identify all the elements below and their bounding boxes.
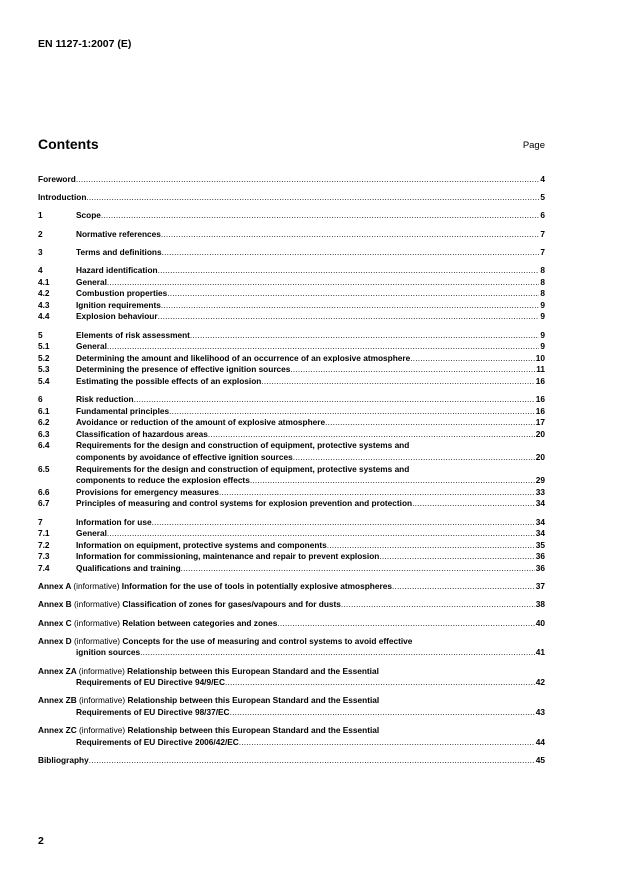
annex-title: Information for the use of tools in potentially explosive atmospheres	[121, 581, 392, 592]
toc-entry-title	[38, 695, 379, 707]
toc-entry-title: Estimating the possible effects of an explosion	[76, 375, 262, 386]
toc-entry[interactable]	[38, 618, 545, 630]
toc-page-number: 29	[535, 475, 545, 486]
toc-entry-title: Requirements for the design and construction of equipment, protective systems and	[76, 440, 410, 451]
leader-dots	[325, 417, 535, 429]
section-number: 5	[38, 329, 43, 340]
toc-entry-title: Information for commissioning, maintenance and repair to prevent explosion	[76, 551, 380, 562]
toc-entry-title-continued: Requirements of EU Directive 2006/42/EC	[76, 736, 239, 747]
toc-page-number: 10	[535, 352, 545, 363]
annex-title: Relation between categories and zones	[122, 617, 278, 628]
section-number: 5.3	[38, 364, 50, 375]
toc-line	[38, 440, 545, 452]
toc-group	[38, 229, 545, 241]
toc-page-number: 8	[540, 264, 545, 275]
toc-entry[interactable]	[38, 277, 545, 289]
section-number: 4.3	[38, 299, 50, 310]
annex-label: Annex ZC	[38, 725, 77, 736]
toc-group	[38, 330, 545, 388]
toc-group	[38, 666, 545, 689]
toc-entry-title-continued: components to reduce the explosion effects	[76, 475, 250, 486]
toc-page-number: 42	[535, 677, 545, 688]
toc-line	[38, 647, 545, 659]
toc-line	[38, 311, 545, 323]
toc-entry-title: Determining the amount and likelihood of an occurrence of an explosive atmosphere	[76, 352, 411, 363]
leader-dots	[181, 563, 535, 575]
toc-line	[38, 364, 545, 376]
toc-entry-title: Normative references	[76, 228, 161, 239]
toc-entry-title: Information on equipment, protective systems and components	[76, 539, 327, 550]
toc-line	[38, 277, 545, 289]
toc-page-number: 34	[535, 528, 545, 539]
toc-entry-title: Scope	[76, 210, 101, 221]
toc-entry[interactable]	[38, 330, 545, 342]
section-number: 6	[38, 394, 43, 405]
toc-line	[38, 229, 545, 241]
toc-page-number: 9	[540, 311, 545, 322]
toc-group	[38, 517, 545, 575]
toc-entry-title: Introduction	[38, 192, 87, 203]
toc-line	[38, 517, 545, 529]
toc-entry[interactable]	[38, 353, 545, 365]
section-number: 7.2	[38, 539, 50, 550]
annex-informative: (informative)	[73, 635, 121, 646]
contents-heading: Contents	[38, 136, 99, 152]
toc-entry-title: Hazard identification	[76, 264, 158, 275]
toc-line	[38, 551, 545, 563]
toc-line	[38, 330, 545, 342]
toc-line	[38, 528, 545, 540]
toc-entry[interactable]	[38, 376, 545, 388]
toc-entry-title: Elements of risk assessment	[76, 329, 190, 340]
toc-group	[38, 394, 545, 510]
leader-dots	[208, 429, 535, 441]
toc-entry-title	[38, 636, 412, 648]
toc-entry-title: General	[76, 341, 107, 352]
leader-dots	[161, 300, 540, 312]
toc-line	[38, 636, 545, 648]
annex-label: Annex ZB	[38, 695, 77, 706]
toc-page-number: 9	[540, 329, 545, 340]
toc-entry-title: Ignition requirements	[76, 299, 161, 310]
toc-page-number: 38	[535, 599, 545, 610]
toc-line	[38, 666, 545, 678]
section-number: 3	[38, 246, 43, 257]
toc-page-number: 7	[540, 246, 545, 257]
toc-line	[38, 247, 545, 259]
toc-entry-title	[38, 666, 379, 678]
leader-dots	[134, 394, 535, 406]
toc-page-number: 36	[535, 551, 545, 562]
annex-title: Relationship between this European Standard and the Essential	[127, 665, 379, 676]
toc-entry[interactable]	[38, 563, 545, 575]
leader-dots	[392, 581, 535, 593]
toc-entry-title: Explosion behaviour	[76, 311, 158, 322]
toc-page-number: 16	[535, 375, 545, 386]
toc-group	[38, 192, 545, 204]
toc-entry[interactable]	[38, 695, 545, 718]
toc-entry[interactable]	[38, 755, 545, 767]
toc-entry-title: Information for use	[76, 516, 152, 527]
toc-entry-title	[38, 599, 341, 611]
toc-page-number: 9	[540, 299, 545, 310]
toc-page-number: 44	[535, 736, 545, 747]
toc-page-number: 36	[535, 562, 545, 573]
toc-line	[38, 300, 545, 312]
section-number: 6.4	[38, 440, 50, 451]
section-number: 4.1	[38, 276, 50, 287]
toc-entry-title	[38, 581, 392, 593]
annex-informative: (informative)	[79, 725, 126, 736]
toc-page-number: 41	[535, 647, 545, 658]
toc-entry[interactable]	[38, 417, 545, 429]
section-number: 7.1	[38, 528, 50, 539]
toc-line	[38, 192, 545, 204]
section-number: 7	[38, 516, 43, 527]
leader-dots	[230, 707, 535, 719]
toc-entry[interactable]	[38, 174, 545, 186]
leader-dots	[89, 755, 535, 767]
section-number: 4.2	[38, 288, 50, 299]
annex-informative: (informative)	[78, 665, 125, 676]
toc-entry[interactable]	[38, 725, 545, 748]
toc-group	[38, 247, 545, 259]
toc-page-number: 6	[540, 210, 545, 221]
toc-group	[38, 695, 545, 718]
leader-dots	[277, 618, 534, 630]
annex-informative: (informative)	[73, 599, 121, 610]
section-number: 6.2	[38, 417, 50, 428]
toc-line	[38, 341, 545, 353]
toc-entry[interactable]	[38, 265, 545, 277]
toc-entry[interactable]	[38, 540, 545, 552]
toc-line	[38, 487, 545, 499]
toc-entry[interactable]	[38, 551, 545, 563]
toc-entry[interactable]	[38, 528, 545, 540]
toc-entry-title: Bibliography	[38, 754, 89, 765]
leader-dots	[293, 452, 535, 464]
toc-group	[38, 174, 545, 186]
toc-line	[38, 725, 545, 737]
toc-entry-title: Risk reduction	[76, 394, 134, 405]
toc-entry[interactable]	[38, 464, 545, 487]
toc-page-number: 9	[540, 341, 545, 352]
toc-entry[interactable]	[38, 247, 545, 259]
section-number: 5.4	[38, 375, 50, 386]
toc-page-number: 11	[536, 364, 545, 375]
annex-label: Annex D	[38, 635, 72, 646]
toc-entry[interactable]	[38, 406, 545, 418]
leader-dots	[158, 265, 540, 277]
section-number: 6.6	[38, 486, 50, 497]
toc-page-number: 34	[535, 498, 545, 509]
page-number: 2	[38, 835, 44, 847]
leader-dots	[169, 406, 535, 418]
leader-dots	[219, 487, 535, 499]
toc-group	[38, 618, 545, 630]
toc-entry-title: Determining the presence of effective ignition sources	[76, 364, 291, 375]
toc-line	[38, 498, 545, 510]
toc-page-number: 43	[535, 706, 545, 717]
toc-entry[interactable]	[38, 666, 545, 689]
leader-dots	[140, 647, 535, 659]
toc-line	[38, 210, 545, 222]
toc-entry-title: General	[76, 276, 107, 287]
section-number: 1	[38, 210, 43, 221]
toc-line	[38, 540, 545, 552]
page-column-label: Page	[522, 140, 545, 151]
toc-page-number: 37	[535, 581, 545, 592]
annex-title: Concepts for the use of measuring and control systems to avoid effective	[122, 635, 413, 646]
leader-dots	[239, 737, 535, 749]
toc-entry[interactable]	[38, 599, 545, 611]
leader-dots	[76, 174, 540, 186]
toc-line	[38, 755, 545, 767]
leader-dots	[290, 364, 535, 376]
toc-entry-title: Fundamental principles	[76, 405, 170, 416]
toc-entry[interactable]	[38, 300, 545, 312]
annex-label: Annex C	[38, 617, 72, 628]
annex-label: Annex B	[38, 599, 72, 610]
toc-page-number: 4	[540, 174, 545, 184]
section-number: 7.4	[38, 562, 50, 573]
toc-page-number: 17	[535, 417, 545, 428]
toc-entry[interactable]	[38, 487, 545, 499]
toc-line	[38, 174, 545, 186]
toc-page-number: 20	[535, 452, 545, 463]
section-number: 4.4	[38, 311, 50, 322]
toc-entry[interactable]	[38, 364, 545, 376]
toc-page-number: 8	[540, 288, 545, 299]
toc-line	[38, 618, 545, 630]
toc-group	[38, 755, 545, 767]
toc-entry-title: Principles of measuring and control systems for explosion prevention and protection	[76, 498, 413, 509]
leader-dots	[225, 677, 535, 689]
section-number: 4	[38, 264, 43, 275]
annex-title: Relationship between this European Standard and the Essential	[127, 695, 380, 706]
toc-entry-title: Qualifications and training	[76, 562, 181, 573]
leader-dots	[152, 517, 535, 529]
toc-entry-title-continued: Requirements of EU Directive 94/9/EC	[76, 677, 225, 688]
leader-dots	[261, 376, 534, 388]
toc-entry[interactable]	[38, 429, 545, 441]
annex-label: Annex A	[38, 581, 72, 592]
toc-entry[interactable]	[38, 229, 545, 241]
toc-page-number: 20	[535, 428, 545, 439]
toc-page-number: 33	[535, 486, 545, 497]
toc-line	[38, 394, 545, 406]
toc-line	[38, 475, 545, 487]
leader-dots	[167, 288, 539, 300]
toc-line	[38, 406, 545, 418]
toc-entry-title	[38, 618, 277, 630]
toc-page-number: 45	[535, 754, 545, 765]
section-number: 5.1	[38, 341, 50, 352]
document-id: EN 1127-1:2007 (E)	[38, 38, 132, 50]
toc-entry[interactable]	[38, 341, 545, 353]
toc-entry[interactable]	[38, 192, 545, 204]
leader-dots	[410, 353, 535, 365]
toc-page-number: 35	[535, 539, 545, 550]
toc-entry-title: Provisions for emergency measures	[76, 486, 219, 497]
annex-title: Classification of zones for gases/vapours and for dusts	[122, 599, 341, 610]
annex-informative: (informative)	[79, 695, 126, 706]
leader-dots	[107, 341, 539, 353]
toc-page-number: 5	[540, 192, 545, 203]
toc-entry[interactable]	[38, 288, 545, 300]
toc-entry-title-continued: components by avoidance of effective ignition sources	[76, 452, 293, 463]
toc-entry-title: Combustion properties	[76, 288, 168, 299]
annex-informative: (informative)	[73, 617, 121, 628]
toc-line	[38, 695, 545, 707]
toc-entry[interactable]	[38, 394, 545, 406]
toc-entry-title	[38, 725, 379, 737]
section-number: 2	[38, 228, 43, 239]
annex-label: Annex ZA	[38, 665, 77, 676]
leader-dots	[162, 247, 540, 259]
leader-dots	[250, 475, 535, 487]
toc-line	[38, 599, 545, 611]
toc-entry[interactable]	[38, 636, 545, 659]
section-number: 6.3	[38, 428, 50, 439]
toc-entry-title: Classification of hazardous areas	[76, 428, 208, 439]
leader-dots	[161, 229, 540, 241]
toc-entry-title-continued: ignition sources	[76, 647, 141, 658]
leader-dots	[86, 192, 539, 204]
leader-dots	[107, 277, 539, 289]
toc-line	[38, 376, 545, 388]
toc-group	[38, 636, 545, 659]
toc-line	[38, 737, 545, 749]
toc-group	[38, 265, 545, 323]
toc-page-number: 7	[540, 228, 545, 239]
toc-entry-title-continued: Requirements of EU Directive 98/37/EC	[76, 706, 230, 717]
toc-line	[38, 353, 545, 365]
toc-line	[38, 417, 545, 429]
section-number: 6.7	[38, 498, 50, 509]
toc-entry[interactable]	[38, 440, 545, 463]
toc-entry-title: Foreword	[38, 174, 76, 184]
leader-dots	[327, 540, 535, 552]
annex-informative: (informative)	[73, 581, 120, 592]
toc-entry[interactable]	[38, 210, 545, 222]
toc-page-number: 16	[535, 405, 545, 416]
section-number: 6.5	[38, 463, 50, 474]
toc-entry[interactable]	[38, 517, 545, 529]
toc-entry-title: Requirements for the design and construction of equipment, protective systems and	[76, 463, 410, 474]
leader-dots	[190, 330, 539, 342]
section-number: 6.1	[38, 405, 50, 416]
toc-entry-title: Terms and definitions	[76, 246, 162, 257]
toc-line	[38, 563, 545, 575]
toc-line	[38, 464, 545, 476]
toc-line	[38, 265, 545, 277]
section-number: 5.2	[38, 352, 50, 363]
toc-line	[38, 677, 545, 689]
section-number: 7.3	[38, 551, 50, 562]
toc-page-number: 34	[535, 516, 545, 527]
toc-line	[38, 452, 545, 464]
leader-dots	[158, 311, 540, 323]
toc-group	[38, 210, 545, 222]
leader-dots	[101, 210, 539, 222]
table-of-contents	[38, 174, 545, 773]
leader-dots	[412, 498, 535, 510]
toc-group	[38, 599, 545, 611]
leader-dots	[341, 599, 535, 611]
toc-group	[38, 725, 545, 748]
annex-title: Relationship between this European Standard and the Essential	[127, 725, 380, 736]
toc-page-number: 8	[540, 276, 545, 287]
leader-dots	[107, 528, 535, 540]
toc-entry-title: General	[76, 528, 107, 539]
toc-entry[interactable]	[38, 498, 545, 510]
toc-line	[38, 581, 545, 593]
toc-line	[38, 429, 545, 441]
toc-page-number: 40	[535, 617, 545, 628]
toc-entry-title: Avoidance or reduction of the amount of explosive atmosphere	[76, 417, 326, 428]
toc-line	[38, 707, 545, 719]
leader-dots	[379, 551, 534, 563]
toc-entry[interactable]	[38, 311, 545, 323]
toc-page-number: 16	[535, 394, 545, 405]
toc-entry[interactable]	[38, 581, 545, 593]
toc-line	[38, 288, 545, 300]
toc-group	[38, 581, 545, 593]
